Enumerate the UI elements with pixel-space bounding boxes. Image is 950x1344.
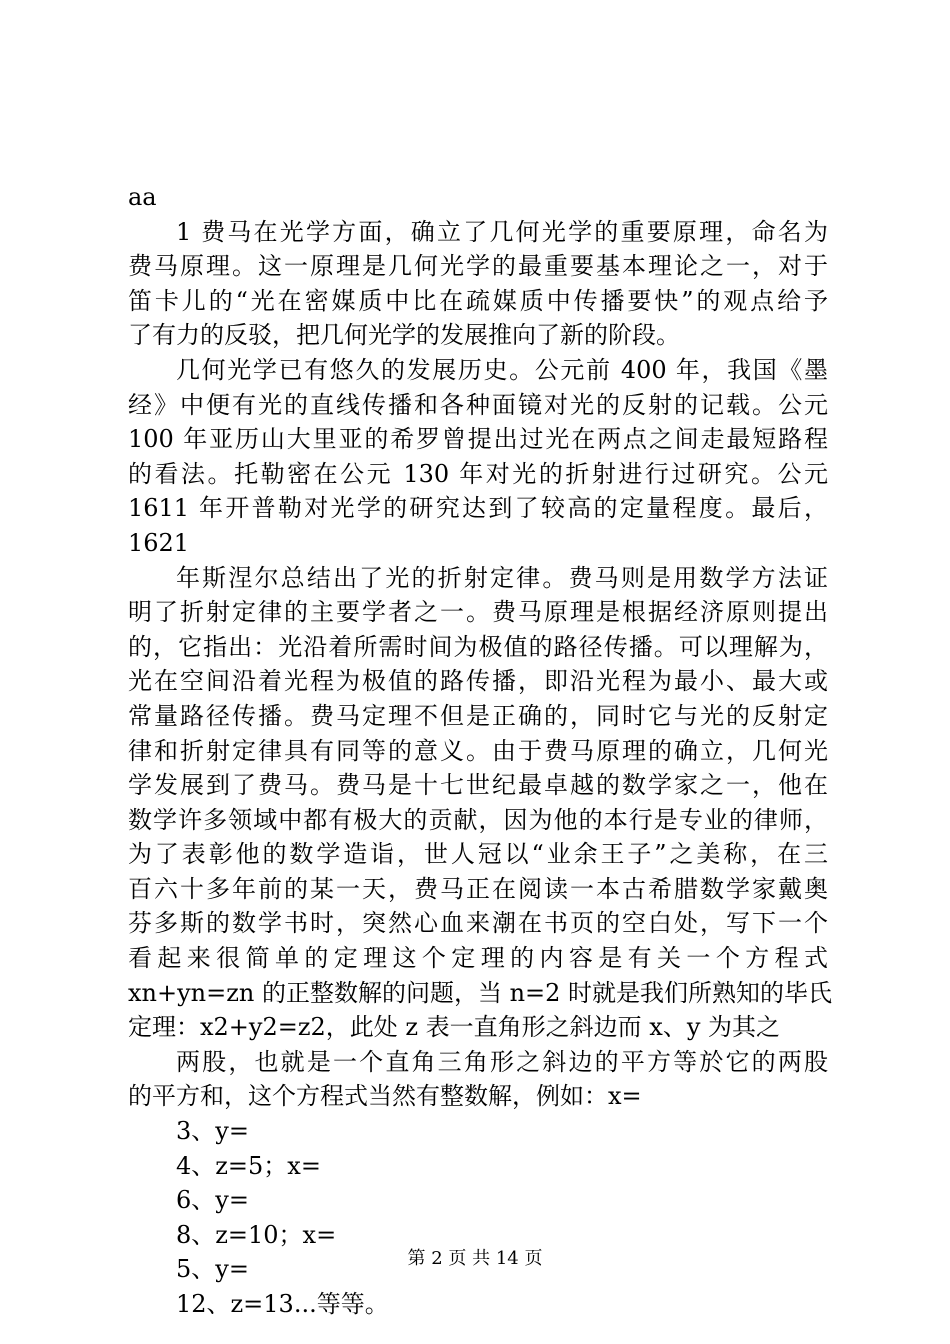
text-line: 100 年亚历山大里亚的希罗曾提出过光在两点之间走最短路程 <box>128 425 828 454</box>
text-line: 看起来很简单的定理这个定理的内容是有关一个方程式 <box>128 944 828 973</box>
text-line: 费马原理。这一原理是几何光学的最重要基本理论之一，对于 <box>128 252 828 281</box>
text-line: 的平方和，这个方程式当然有整数解，例如：x= <box>128 1082 642 1111</box>
text-line: 常量路径传播。费马定理不但是正确的，同时它与光的反射定 <box>128 701 828 730</box>
body-text <box>128 180 833 1322</box>
text-line: 为了表彰他的数学造诣，世人冠以“业余王子”之美称，在三 <box>128 840 828 869</box>
text-line: 的，它指出：光沿着所需时间为极值的路径传播。可以理解为， <box>128 632 828 661</box>
text-line: 经》中便有光的直线传播和各种面镜对光的反射的记载。公元 <box>128 390 828 419</box>
text-line: 学发展到了费马。费马是十七世纪最卓越的数学家之一，他在 <box>128 771 828 800</box>
text-line: 8、z=10；x= <box>176 1220 337 1249</box>
text-line: 数学许多领域中都有极大的贡献，因为他的本行是专业的律师， <box>128 805 828 834</box>
text-line: 12、z=13...等等。 <box>176 1290 389 1318</box>
text-line: 芬多斯的数学书时，突然心血来潮在书页的空白处，写下一个 <box>128 909 828 938</box>
text-line: 4、z=5；x= <box>176 1151 321 1180</box>
text-line: 笛卡儿的“光在密媒质中比在疏媒质中传播要快”的观点给予 <box>128 286 828 315</box>
text-line: 的看法。托勒密在公元 130 年对光的折射进行过研究。公元 <box>128 459 828 488</box>
text-line: 律和折射定律具有同等的意义。由于费马原理的确立，几何光 <box>128 736 828 765</box>
text-line: 1611 年开普勒对光学的研究达到了较高的定量程度。最后， <box>128 494 828 523</box>
text-line: aa <box>128 183 157 211</box>
text-line: 年斯涅尔总结出了光的折射定律。费马则是用数学方法证 <box>176 563 828 592</box>
text-line: 明了折射定律的主要学者之一。费马原理是根据经济原则提出 <box>128 598 828 627</box>
text-line: 百六十多年前的某一天，费马正在阅读一本古希腊数学家戴奥 <box>128 874 828 903</box>
text-line: 3、y= <box>176 1117 249 1146</box>
text-line: 5、y= <box>176 1255 249 1284</box>
text-line: xn+yn=zn 的正整数解的问题，当 n=2 时就是我们所熟知的毕氏 <box>128 978 833 1007</box>
text-line: 了有力的反驳，把几何光学的发展推向了新的阶段。 <box>128 321 680 350</box>
page-footer: 第 2 页 共 14 页 <box>407 1248 543 1269</box>
text-line: 两股，也就是一个直角三角形之斜边的平方等於它的两股 <box>176 1047 828 1076</box>
text-line: 1 费马在光学方面，确立了几何光学的重要原理，命名为 <box>176 217 828 246</box>
text-line: 6、y= <box>176 1186 249 1215</box>
text-line: 定理：x2+y2=z2，此处 z 表一直角形之斜边而 x、y 为其之 <box>128 1013 781 1042</box>
text-line: 1621 <box>128 528 190 557</box>
text-line: 光在空间沿着光程为极值的路传播，即沿光程为最小、最大或 <box>128 667 828 696</box>
text-line: 几何光学已有悠久的发展历史。公元前 400 年，我国《墨 <box>176 355 828 384</box>
